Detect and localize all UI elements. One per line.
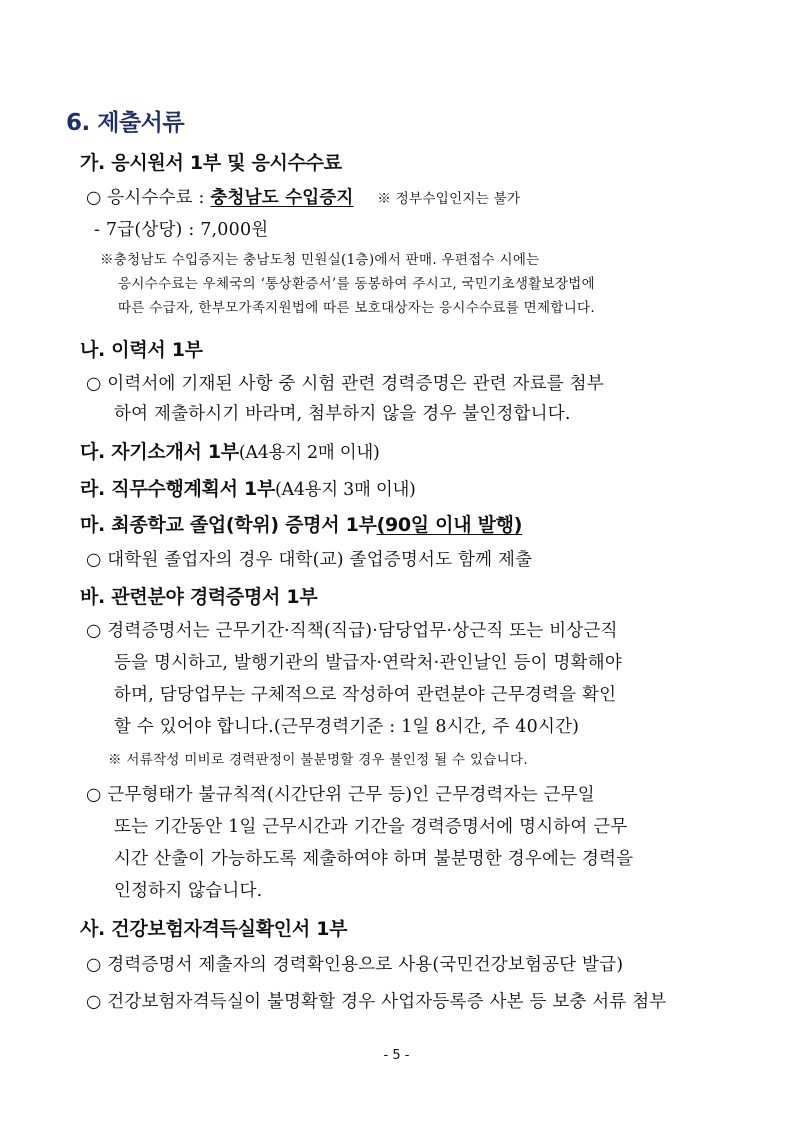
career-p2-line-2: 또는 기간동안 1일 근무시간과 기간을 경력증명서에 명시하여 근무 xyxy=(114,817,628,837)
career-p2-line-3: 시간 산출이 가능하도록 제출하여야 하며 불분명한 경우에는 경력을 xyxy=(114,849,634,869)
career-p1-line-1: ○ 경력증명서는 근무기간·직책(직급)·담당업무·상근직 또는 비상근직 xyxy=(86,621,618,641)
fee-label: 응시수수료 : xyxy=(107,188,211,208)
self-intro-title: 다. 자기소개서 1부 xyxy=(80,441,239,463)
career-p2-line-4: 인정하지 않습니다. xyxy=(114,881,263,901)
fee-bullet: ○ xyxy=(86,188,102,208)
heading-graduation xyxy=(80,510,522,537)
career-note: ※ 서류작성 미비로 경력판정이 불분명할 경우 불인정 될 수 있습니다. xyxy=(108,752,528,768)
career-p1-line-2: 등을 명시하고, 발행기관의 발급자·연락처·관인날인 등이 명확해야 xyxy=(114,653,622,673)
heading-health-insurance: 사. 건강보험자격득실확인서 1부 xyxy=(80,918,348,940)
page-number: - 5 - xyxy=(383,1048,410,1063)
resume-line-1: ○ 이력서에 기재된 사항 중 시험 관련 경력증명은 관련 자료를 첨부 xyxy=(86,374,604,394)
fee-value: 충청남도 수입증지 xyxy=(210,188,354,208)
heading-job-plan xyxy=(80,474,416,501)
career-p1-line-4: 할 수 있어야 합니다.(근무경력기준 : 1일 8시간, 주 40시간) xyxy=(114,717,580,737)
health-line-2: ○ 건강보험자격득실이 불명확할 경우 사업자등록증 사본 등 보충 서류 첨부 xyxy=(86,992,667,1012)
graduation-title: 마. 최종학교 졸업(학위) 증명서 1부 xyxy=(80,514,377,536)
heading-application: 가. 응시원서 1부 및 응시수수료 xyxy=(80,152,342,174)
graduation-line: ○ 대학원 졸업자의 경우 대학(교) 졸업증명서도 함께 제출 xyxy=(86,550,533,570)
grade-fee-line: - 7급(상당) : 7,000원 xyxy=(94,220,269,240)
resume-line-2: 하여 제출하시기 바라며, 첨부하지 않을 경우 불인정합니다. xyxy=(114,404,571,424)
fee-note-line-1: ※충청남도 수입증지는 충남도청 민원실(1층)에서 판매. 우편접수 시에는 xyxy=(100,252,540,268)
graduation-validity: (90일 이내 발행) xyxy=(376,514,523,536)
job-plan-note: (A4용지 3매 이내) xyxy=(274,480,416,500)
section-title: 6. 제출서류 xyxy=(66,110,185,136)
heading-self-intro xyxy=(80,437,379,464)
fee-note: ※ 정부수입인지는 불가 xyxy=(377,191,521,207)
career-p1-line-3: 하며, 담당업무는 구체적으로 작성하여 관련분야 근무경력을 확인 xyxy=(114,685,617,705)
heading-resume: 나. 이력서 1부 xyxy=(80,339,203,361)
health-line-1: ○ 경력증명서 제출자의 경력확인용으로 사용(국민건강보험공단 발급) xyxy=(86,955,624,975)
heading-career: 바. 관련분야 경력증명서 1부 xyxy=(80,586,318,608)
fee-note-line-3: 따른 수급자, 한부모가족지원법에 따른 보호대상자는 응시수수료를 면제합니다. xyxy=(118,300,595,316)
job-plan-title: 라. 직무수행계획서 1부 xyxy=(80,478,275,500)
career-p2-line-1: ○ 근무형태가 불규칙적(시간단위 근무 등)인 근무경력자는 근무일 xyxy=(86,785,595,805)
self-intro-note: (A4용지 2매 이내) xyxy=(238,443,380,463)
fee-line xyxy=(86,184,520,209)
fee-note-line-2: 응시수수료는 우체국의 ‘통상환증서’를 동봉하여 주시고, 국민기초생활보장법에 xyxy=(118,276,595,292)
